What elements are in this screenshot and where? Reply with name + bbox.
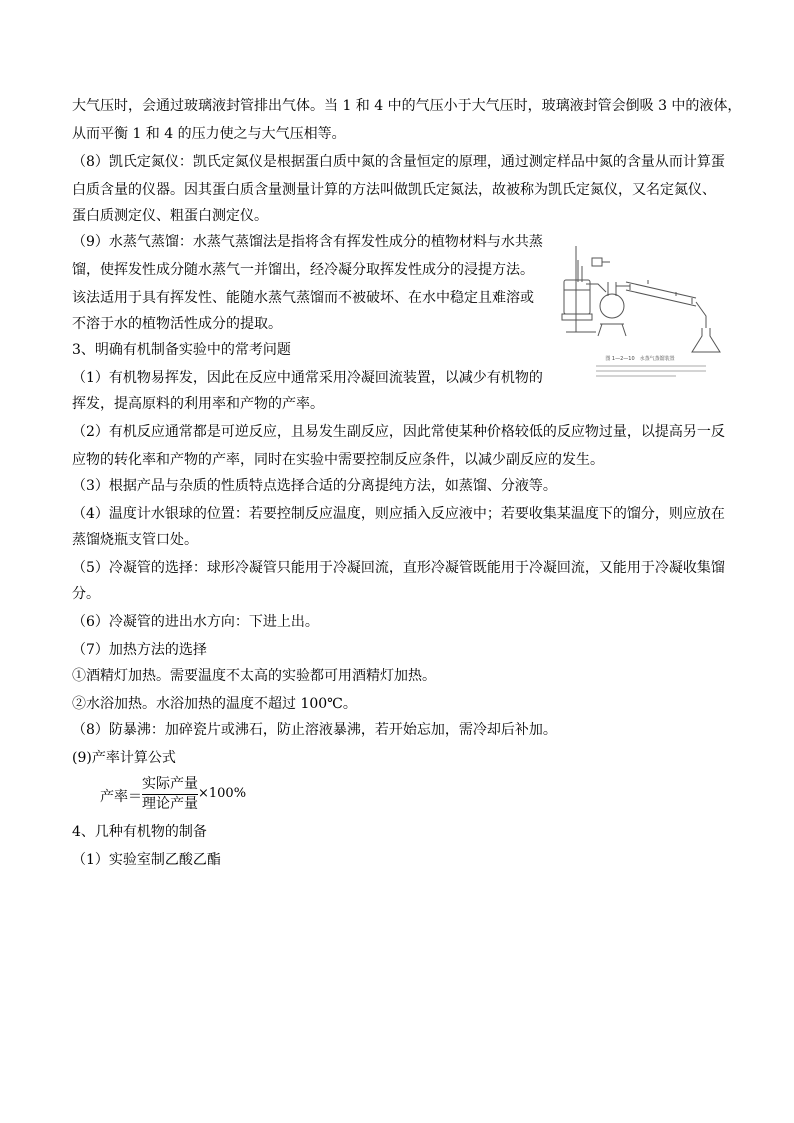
paragraph-line: （4）温度计水银球的位置：若要控制反应温度，则应插入反应液中；若要收集某温度下的馏分，则应放在 <box>72 506 725 522</box>
paragraph-line: 大气压时，会通过玻璃液封管排出气体。当 1 和 4 中的气压小于大气压时，玻璃液封管会倒吸 3 中的液体， <box>72 98 742 114</box>
section-heading: 3、明确有机制备实验中的常考问题 <box>72 342 291 358</box>
paragraph-line: 从而平衡 1 和 4 的压力使之与大气压相等。 <box>72 126 346 142</box>
paragraph-line: 分。 <box>72 586 100 602</box>
paragraph-line: （2）有机反应通常都是可逆反应，且易发生副反应，因此常使某种价格较低的反应物过量，以提高另一反 <box>72 424 725 440</box>
paragraph-line: （1）实验室制乙酸乙酯 <box>72 852 221 868</box>
formula-fraction <box>142 776 198 813</box>
paragraph-line: 该法适用于具有挥发性、能随水蒸气蒸馏而不被破坏、在水中稳定且难溶或 <box>72 290 534 306</box>
paragraph-line: （7）加热方法的选择 <box>72 642 207 658</box>
formula-lhs: 产率＝ <box>100 789 142 805</box>
fraction-bar <box>142 794 198 795</box>
paragraph-line: 挥发，提高原料的利用率和产物的产率。 <box>72 396 324 412</box>
formula-denominator: 理论产量 <box>142 796 198 812</box>
paragraph-line: （5）冷凝管的选择：球形冷凝管只能用于冷凝回流，直形冷凝管既能用于冷凝回流，又能用于冷凝收集馏 <box>72 560 725 576</box>
paragraph-line: 应物的转化率和产物的产率，同时在实验中需要控制反应条件，以减少副反应的发生。 <box>72 452 604 468</box>
figure-caption: 图 1—2—10 水蒸气蒸馏装置 <box>605 356 675 362</box>
paragraph-line: （1）有机物易挥发，因此在反应中通常采用冷凝回流装置，以减少有机物的 <box>72 370 543 386</box>
paragraph-line: （9）水蒸气蒸馏：水蒸气蒸馏法是指将含有挥发性成分的植物材料与水共蒸 <box>72 234 543 250</box>
section-heading: 4、几种有机物的制备 <box>72 824 207 840</box>
paragraph-line: ①酒精灯加热。需要温度不太高的实验都可用酒精灯加热。 <box>72 668 436 684</box>
paragraph-line: （3）根据产品与杂质的性质特点选择合适的分离提纯方法，如蒸馏、分液等。 <box>72 478 557 494</box>
paragraph-line: 不溶于水的植物活性成分的提取。 <box>72 316 282 332</box>
steam-distillation-figure <box>556 240 724 380</box>
paragraph-line: （6）冷凝管的进出水方向：下进上出。 <box>72 614 319 630</box>
paragraph-line: （8）凯氏定氮仪：凯氏定氮仪是根据蛋白质中氮的含量恒定的原理，通过测定样品中氮的含量从而计算蛋 <box>72 154 725 170</box>
paragraph-line: (9)产率计算公式 <box>72 750 176 766</box>
apparatus-drawing <box>556 240 724 380</box>
formula-numerator: 实际产量 <box>142 776 198 792</box>
paragraph-line: 蛋白质测定仪、粗蛋白测定仪。 <box>72 208 268 224</box>
paragraph-line: 白质含量的仪器。因其蛋白质含量测量计算的方法叫做凯氏定氮法，故被称为凯氏定氮仪，又名定氮仪、 <box>72 182 716 198</box>
paragraph-line: （8）防暴沸：加碎瓷片或沸石，防止溶液暴沸，若开始忘加，需冷却后补加。 <box>72 722 557 738</box>
paragraph-line: 蒸馏烧瓶支管口处。 <box>72 532 198 548</box>
paragraph-line: 馏，使挥发性成分随水蒸气一并馏出，经冷凝分取挥发性成分的浸提方法。 <box>72 262 534 278</box>
formula-rhs: ×100% <box>198 786 247 801</box>
paragraph-line: ②水浴加热。水浴加热的温度不超过 100℃。 <box>72 696 357 712</box>
